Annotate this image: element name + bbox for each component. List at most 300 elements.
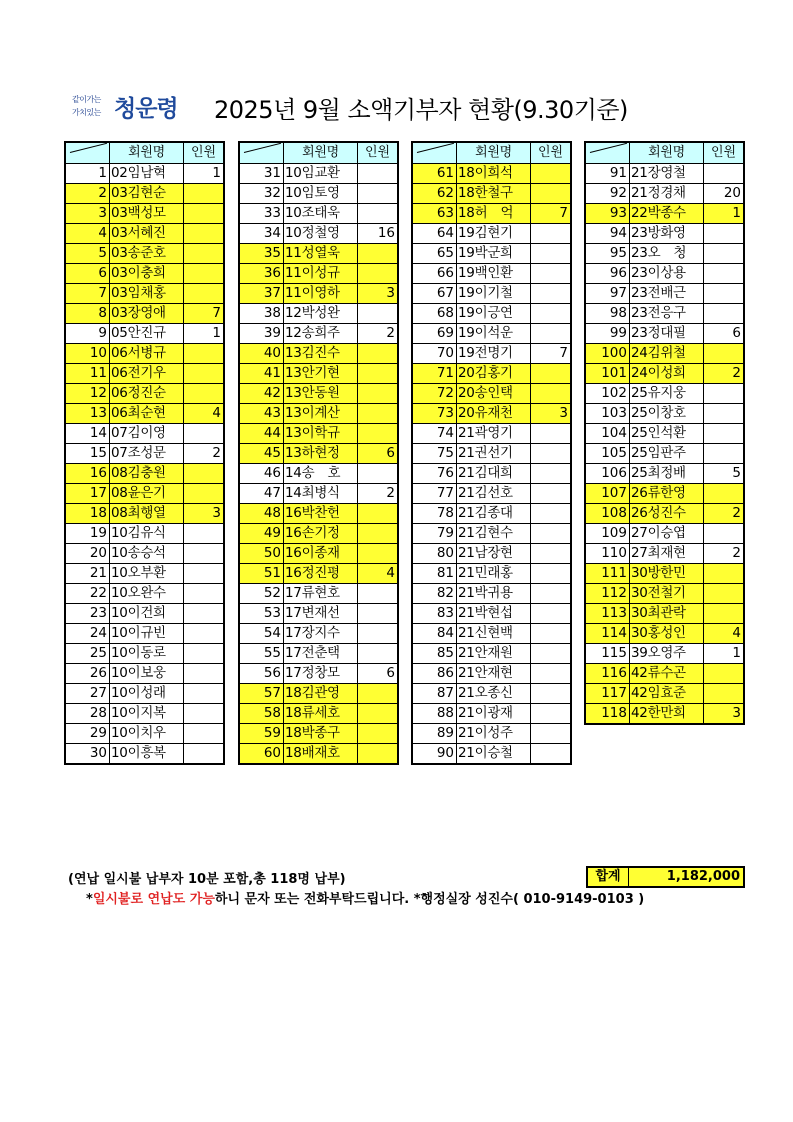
member-name: 03서혜진 [109, 224, 183, 243]
row-number: 60 [263, 745, 281, 761]
row-number: 7 [98, 285, 107, 301]
table-header [413, 143, 570, 163]
row-number: 78 [436, 505, 454, 521]
member-count [183, 484, 223, 503]
member-count [703, 384, 743, 403]
member-name: 21남장현 [456, 544, 530, 563]
total-box [586, 866, 745, 888]
member-count [530, 304, 570, 323]
row-number: 49 [263, 525, 281, 541]
table-row [586, 663, 743, 683]
row-number: 23 [89, 605, 107, 621]
member-count [183, 524, 223, 543]
row-number: 54 [263, 625, 281, 641]
row-number: 70 [436, 345, 454, 361]
member-count: 3 [530, 404, 570, 423]
table-row [66, 563, 223, 583]
table-row [586, 323, 743, 343]
table-row [586, 303, 743, 323]
member-name: 17장지수 [283, 624, 357, 643]
member-name: 16손기정 [283, 524, 357, 543]
member-count [183, 344, 223, 363]
member-count [530, 604, 570, 623]
row-number: 59 [263, 725, 281, 741]
row-number: 45 [263, 445, 281, 461]
row-number: 48 [263, 505, 281, 521]
table-row [66, 383, 223, 403]
table-row [586, 643, 743, 663]
table-row [66, 683, 223, 703]
member-name: 03이충희 [109, 264, 183, 283]
member-name: 10조태욱 [283, 204, 357, 223]
row-number: 57 [263, 685, 281, 701]
table-row [240, 463, 397, 483]
member-count: 1 [703, 204, 743, 223]
member-name: 21이광재 [456, 704, 530, 723]
row-number: 89 [436, 725, 454, 741]
table-row [586, 343, 743, 363]
page-title: 2025년 9월 소액기부자 현황(9.30기준) [214, 96, 628, 124]
row-number: 100 [601, 345, 627, 361]
footer-text: 하니 문자 또는 전화부탁드립니다. *행정실장 성진수( 010-9149-0103 ) [214, 892, 645, 907]
member-name: 21박현섭 [456, 604, 530, 623]
row-number: 8 [98, 305, 107, 321]
member-count [183, 284, 223, 303]
row-number: 51 [263, 565, 281, 581]
table-row [66, 623, 223, 643]
row-number: 19 [89, 525, 107, 541]
table-row [413, 743, 570, 763]
table-row [586, 683, 743, 703]
member-name: 20송인택 [456, 384, 530, 403]
row-number: 39 [263, 325, 281, 341]
member-name: 14최병식 [283, 484, 357, 503]
table-row [66, 503, 223, 523]
member-count [183, 724, 223, 743]
row-number: 20 [89, 545, 107, 561]
table-row [413, 603, 570, 623]
member-count: 2 [703, 504, 743, 523]
footer-highlight: 일시불로 연납도 가능 [92, 892, 215, 907]
member-count [183, 704, 223, 723]
member-count [357, 624, 397, 643]
member-name: 24이성희 [629, 364, 703, 383]
table-row [240, 663, 397, 683]
member-count [703, 164, 743, 183]
payment-note: (연납 일시불 납부자 10분 포함,총 118명 납부) [68, 872, 346, 887]
member-name: 23전응구 [629, 304, 703, 323]
member-count [357, 424, 397, 443]
table-row [66, 263, 223, 283]
member-count [183, 684, 223, 703]
member-count [357, 724, 397, 743]
member-name: 06서병규 [109, 344, 183, 363]
member-name: 42임효준 [629, 684, 703, 703]
member-count: 4 [703, 624, 743, 643]
table-row [240, 683, 397, 703]
member-name: 03백성모 [109, 204, 183, 223]
table-row [66, 183, 223, 203]
member-count [357, 204, 397, 223]
member-count [357, 584, 397, 603]
member-count [183, 424, 223, 443]
member-count [530, 584, 570, 603]
member-name: 18류세호 [283, 704, 357, 723]
row-number: 32 [263, 185, 281, 201]
row-number: 11 [89, 365, 107, 381]
table-header [586, 143, 743, 163]
table-row [240, 383, 397, 403]
member-count [703, 304, 743, 323]
footer-prefix: * [86, 892, 93, 907]
row-number: 9 [98, 325, 107, 341]
row-number: 94 [609, 225, 627, 241]
member-count [357, 264, 397, 283]
row-number: 86 [436, 665, 454, 681]
table-row [586, 263, 743, 283]
table-row [586, 403, 743, 423]
member-name: 23오 청 [629, 244, 703, 263]
member-name: 20유재천 [456, 404, 530, 423]
row-number: 98 [609, 305, 627, 321]
table-row [240, 183, 397, 203]
member-count [357, 164, 397, 183]
member-count [530, 724, 570, 743]
table-row [66, 303, 223, 323]
table-row [240, 643, 397, 663]
member-name: 08윤은기 [109, 484, 183, 503]
table-row [66, 243, 223, 263]
member-count [530, 264, 570, 283]
row-number: 35 [263, 245, 281, 261]
table-row [240, 323, 397, 343]
table-row [586, 203, 743, 223]
table-row [413, 703, 570, 723]
row-number: 17 [89, 485, 107, 501]
row-number: 90 [436, 745, 454, 761]
row-number: 30 [89, 745, 107, 761]
member-name: 05안진규 [109, 324, 183, 343]
member-name: 21권선기 [456, 444, 530, 463]
table-row [413, 483, 570, 503]
member-name: 19전명기 [456, 344, 530, 363]
row-number: 73 [436, 405, 454, 421]
row-number: 76 [436, 465, 454, 481]
row-number: 88 [436, 705, 454, 721]
table-row [413, 383, 570, 403]
member-name: 07김이영 [109, 424, 183, 443]
header-name: 회원명 [629, 143, 703, 163]
table-row [240, 603, 397, 623]
member-count: 3 [357, 284, 397, 303]
table-row [413, 343, 570, 363]
member-name: 03장영애 [109, 304, 183, 323]
member-count [530, 184, 570, 203]
table-row [240, 483, 397, 503]
donor-table [238, 141, 399, 765]
row-number: 16 [89, 465, 107, 481]
member-name: 21안재원 [456, 644, 530, 663]
member-name: 13이학규 [283, 424, 357, 443]
table-row [240, 303, 397, 323]
member-count: 1 [703, 644, 743, 663]
row-number: 24 [89, 625, 107, 641]
member-count [703, 584, 743, 603]
row-number: 42 [263, 385, 281, 401]
row-number: 105 [601, 445, 627, 461]
member-name: 08최행열 [109, 504, 183, 523]
row-number: 111 [601, 565, 627, 581]
member-count [357, 244, 397, 263]
member-name: 23방화영 [629, 224, 703, 243]
member-count [357, 184, 397, 203]
row-number: 99 [609, 325, 627, 341]
member-count [357, 304, 397, 323]
table-row [586, 503, 743, 523]
table-row [66, 663, 223, 683]
member-count: 4 [357, 564, 397, 583]
row-number: 106 [601, 465, 627, 481]
member-name: 10이지복 [109, 704, 183, 723]
member-count [530, 504, 570, 523]
member-count [183, 264, 223, 283]
table-row [66, 223, 223, 243]
row-number: 33 [263, 205, 281, 221]
row-number: 10 [89, 345, 107, 361]
member-name: 13김진수 [283, 344, 357, 363]
member-count [530, 284, 570, 303]
member-count [183, 664, 223, 683]
row-number: 115 [601, 645, 627, 661]
member-name: 08김충원 [109, 464, 183, 483]
header-diagonal-cell [66, 143, 109, 163]
row-number: 110 [601, 545, 627, 561]
row-number: 50 [263, 545, 281, 561]
row-number: 84 [436, 625, 454, 641]
row-number: 108 [601, 505, 627, 521]
member-name: 27최재현 [629, 544, 703, 563]
member-name: 25임판주 [629, 444, 703, 463]
row-number: 3 [98, 205, 107, 221]
table-row [413, 523, 570, 543]
header-diagonal-cell [240, 143, 283, 163]
row-number: 74 [436, 425, 454, 441]
table-row [413, 423, 570, 443]
member-name: 17변재선 [283, 604, 357, 623]
table-row [413, 623, 570, 643]
member-count [357, 344, 397, 363]
row-number: 61 [436, 165, 454, 181]
member-count [703, 444, 743, 463]
row-number: 44 [263, 425, 281, 441]
table-row [66, 583, 223, 603]
member-name: 21박귀용 [456, 584, 530, 603]
table-row [586, 243, 743, 263]
member-name: 10이성래 [109, 684, 183, 703]
member-count: 1 [183, 164, 223, 183]
table-row [66, 283, 223, 303]
member-count [530, 424, 570, 443]
member-count [703, 344, 743, 363]
row-number: 118 [601, 705, 627, 721]
member-count [530, 524, 570, 543]
table-row [586, 223, 743, 243]
header-count: 인원 [357, 143, 397, 163]
member-count [357, 644, 397, 663]
member-count [703, 564, 743, 583]
table-row [586, 363, 743, 383]
table-row [240, 743, 397, 763]
member-count: 7 [183, 304, 223, 323]
member-name: 30방한민 [629, 564, 703, 583]
member-name: 25인석환 [629, 424, 703, 443]
member-name: 27이승엽 [629, 524, 703, 543]
member-count [530, 684, 570, 703]
donor-table [64, 141, 225, 765]
member-count: 2 [703, 364, 743, 383]
member-name: 17정창모 [283, 664, 357, 683]
row-number: 65 [436, 245, 454, 261]
row-number: 29 [89, 725, 107, 741]
member-count [703, 484, 743, 503]
table-row [240, 503, 397, 523]
member-count [530, 384, 570, 403]
table-row [66, 483, 223, 503]
table-row [240, 623, 397, 643]
member-count [357, 404, 397, 423]
member-name: 17전춘택 [283, 644, 357, 663]
member-count [703, 604, 743, 623]
table-row [66, 463, 223, 483]
table-row [413, 283, 570, 303]
table-row [586, 463, 743, 483]
member-count: 3 [703, 704, 743, 723]
member-name: 21이승철 [456, 744, 530, 763]
row-number: 53 [263, 605, 281, 621]
header-count: 인원 [703, 143, 743, 163]
table-row [66, 343, 223, 363]
member-count [357, 684, 397, 703]
row-number: 37 [263, 285, 281, 301]
member-count [183, 204, 223, 223]
member-name: 10이동로 [109, 644, 183, 663]
member-name: 03김현순 [109, 184, 183, 203]
header-count: 인원 [183, 143, 223, 163]
member-count [357, 504, 397, 523]
row-number: 79 [436, 525, 454, 541]
table-row [586, 443, 743, 463]
member-count [530, 564, 570, 583]
row-number: 64 [436, 225, 454, 241]
row-number: 69 [436, 325, 454, 341]
member-name: 10이건희 [109, 604, 183, 623]
table-row [413, 363, 570, 383]
row-number: 107 [601, 485, 627, 501]
member-name: 14송 호 [283, 464, 357, 483]
row-number: 21 [89, 565, 107, 581]
table-row [413, 563, 570, 583]
member-name: 19이기철 [456, 284, 530, 303]
logo-tagline-1: 같이가는 [72, 95, 101, 104]
row-number: 2 [98, 185, 107, 201]
table-row [66, 723, 223, 743]
member-name: 30홍성인 [629, 624, 703, 643]
member-name: 21장영철 [629, 164, 703, 183]
table-row [66, 423, 223, 443]
table-row [413, 723, 570, 743]
table-row [240, 543, 397, 563]
member-count: 2 [183, 444, 223, 463]
member-name: 10김유식 [109, 524, 183, 543]
row-number: 113 [601, 605, 627, 621]
member-name: 39오영주 [629, 644, 703, 663]
table-row [413, 463, 570, 483]
member-name: 30전철기 [629, 584, 703, 603]
table-row [586, 563, 743, 583]
member-count [183, 384, 223, 403]
member-name: 23정대필 [629, 324, 703, 343]
member-count [183, 584, 223, 603]
header-diagonal-cell [586, 143, 629, 163]
row-number: 14 [89, 425, 107, 441]
member-name: 21김선호 [456, 484, 530, 503]
member-count [183, 544, 223, 563]
member-name: 12송희주 [283, 324, 357, 343]
member-count: 4 [183, 404, 223, 423]
member-count [357, 364, 397, 383]
row-number: 6 [98, 265, 107, 281]
row-number: 72 [436, 385, 454, 401]
footer-contact [86, 888, 644, 907]
member-name: 02임남혁 [109, 164, 183, 183]
table-row [240, 563, 397, 583]
member-name: 22박종수 [629, 204, 703, 223]
member-name: 18한철구 [456, 184, 530, 203]
member-name: 25이창호 [629, 404, 703, 423]
row-number: 102 [601, 385, 627, 401]
row-number: 83 [436, 605, 454, 621]
member-name: 21이성주 [456, 724, 530, 743]
table-row [413, 243, 570, 263]
table-row [66, 743, 223, 763]
row-number: 109 [601, 525, 627, 541]
member-count [530, 624, 570, 643]
row-number: 5 [98, 245, 107, 261]
member-count [183, 564, 223, 583]
row-number: 12 [89, 385, 107, 401]
member-count [530, 224, 570, 243]
member-count [703, 524, 743, 543]
header-name: 회원명 [283, 143, 357, 163]
table-row [413, 223, 570, 243]
row-number: 47 [263, 485, 281, 501]
row-number: 56 [263, 665, 281, 681]
row-number: 34 [263, 225, 281, 241]
member-name: 10임교환 [283, 164, 357, 183]
table-row [413, 683, 570, 703]
table-row [66, 363, 223, 383]
row-number: 15 [89, 445, 107, 461]
table-row [413, 663, 570, 683]
member-name: 24김위철 [629, 344, 703, 363]
row-number: 63 [436, 205, 454, 221]
row-number: 46 [263, 465, 281, 481]
member-count: 3 [183, 504, 223, 523]
table-row [240, 243, 397, 263]
member-count [183, 184, 223, 203]
member-name: 10송승석 [109, 544, 183, 563]
table-row [240, 423, 397, 443]
